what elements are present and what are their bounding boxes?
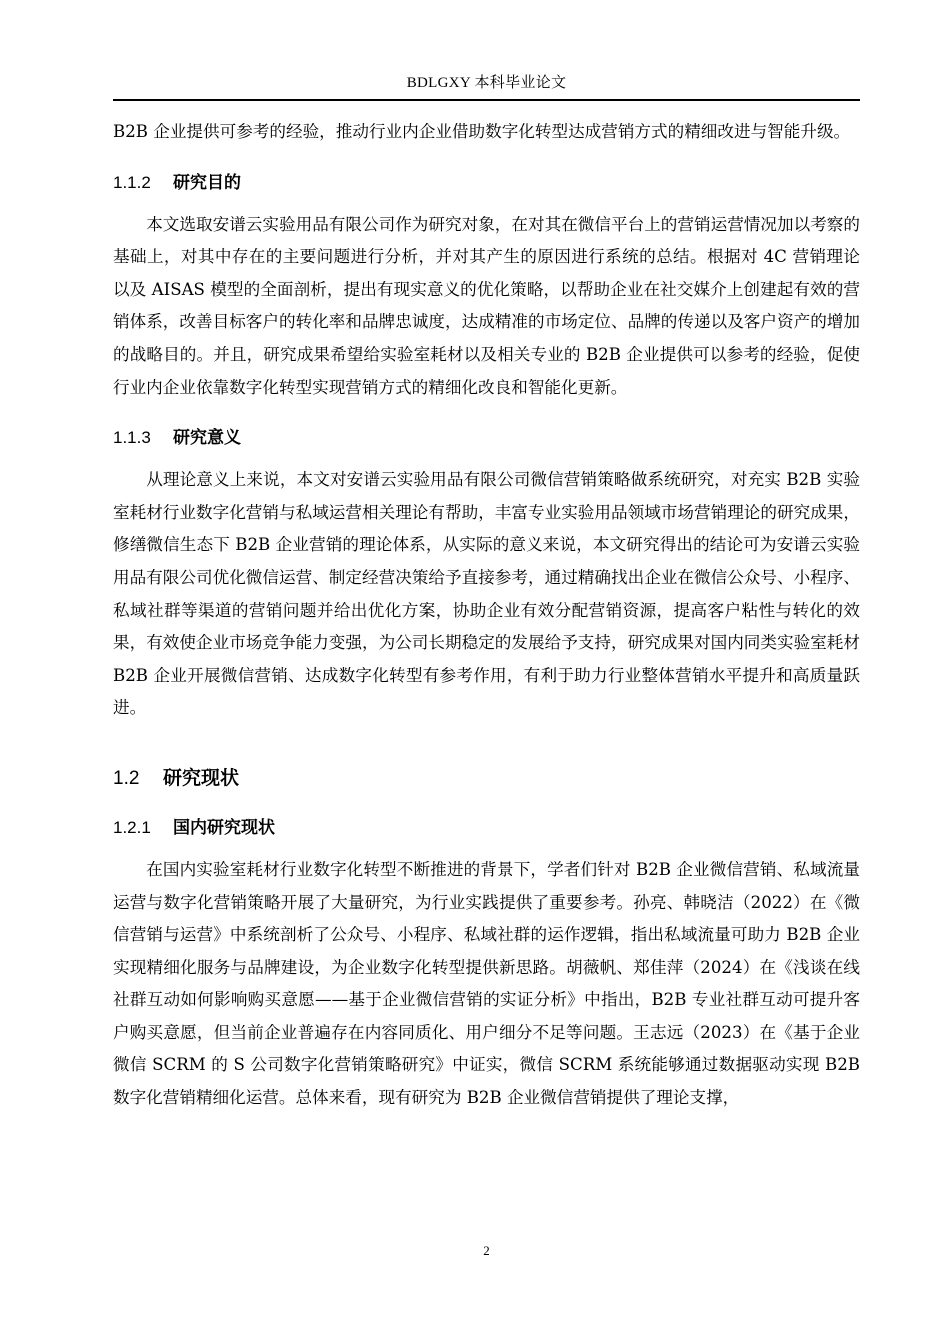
section-title: 研究目的 <box>173 172 241 193</box>
section-number: 1.1.3 <box>113 428 151 448</box>
research-significance-paragraph: 从理论意义上来说，本文对安谱云实验用品有限公司微信营销策略做系统研究，对充实 B2B 实验室耗材行业数字化营销与私域运营相关理论有帮助，丰富专业实验用品领域市场营销理论的研究成果，修缮微信生态下 B2B 企业营销的理论体系，从实际的意义来说，本文研究得出的结论可为安谱云实验用品有限公司优化微信运营、制定经营决策给予直接参考，通过精确找出企业在微信公众号、小程序、私域社群等渠道的营销问题并给出优化方案，协助企业有效分配营销资源，提高客户粘性与转化的效果，有效使企业市场竞争能力变强，为公司长期稳定的发展给予支持，研究成果对国内同类实验室耗材 B2B 企业开展微信营销、达成数字化转型有参考作用，有利于助力行业整体营销水平提升和高质量跃进。 <box>113 470 860 718</box>
section-number: 1.2.1 <box>113 817 151 837</box>
page-number: 2 <box>483 1243 490 1258</box>
section-number: 1.2 <box>113 767 140 789</box>
section-title: 研究现状 <box>163 766 240 789</box>
section-title: 国内研究现状 <box>173 817 275 838</box>
header-rule <box>113 99 860 101</box>
running-header: BDLGXY 本科毕业论文 <box>406 75 567 91</box>
section-heading-1-1-2 <box>113 171 860 195</box>
page-body <box>113 116 860 1115</box>
section-title: 研究意义 <box>173 428 241 449</box>
continuation-paragraph: B2B 企业提供可参考的经验，推动行业内企业借助数字化转型达成营销方式的精细改进与智能升级。 <box>113 122 851 141</box>
section-heading-1-1-3 <box>113 426 860 450</box>
section-heading-1-2-1 <box>113 816 860 840</box>
domestic-research-paragraph: 在国内实验室耗材行业数字化转型不断推进的背景下，学者们针对 B2B 企业微信营销、私域流量运营与数字化营销策略开展了大量研究，为行业实践提供了重要参考。孙亮、韩晓洁（2022）在《微信营销与运营》中系统剖析了公众号、小程序、私域社群的运作逻辑，指出私域流量可助力 B2B 企业实现精细化服务与品牌建设，为企业数字化转型提供新思路。胡薇帆、郑佳萍（2024）在《浅谈在线社群互动如何影响购买意愿——基于企业微信营销的实证分析》中指出，B2B 专业社群互动可提升客户购买意愿，但当前企业普遍存在内容同质化、用户细分不足等问题。王志远（2023）在《基于企业微信 SCRM 的 S 公司数字化营销策略研究》中证实，微信 SCRM 系统能够通过数据驱动实现 B2B 数字化营销精细化运营。总体来看，现有研究为 B2B 企业微信营销提供了理论支撑， <box>113 859 860 1108</box>
section-number: 1.1.2 <box>113 172 151 192</box>
research-purpose-paragraph: 本文选取安谱云实验用品有限公司作为研究对象，在对其在微信平台上的营销运营情况加以考察的基础上，对其中存在的主要问题进行分析，并对其产生的原因进行系统的总结。根据对 4C 营销理论以及 AISAS 模型的全面剖析，提出有现实意义的优化策略，以帮助企业在社交媒介上创建起有效的营销体系，改善目标客户的转化率和品牌忠诚度，达成精准的市场定位、品牌的传递以及客户资产的增加的战略目的。并且，研究成果希望给实验室耗材以及相关专业的 B2B 企业提供可以参考的经验，促使行业内企业依靠数字化转型实现营销方式的精细化改良和智能化更新。 <box>113 214 860 397</box>
section-heading-1-2 <box>113 765 860 792</box>
